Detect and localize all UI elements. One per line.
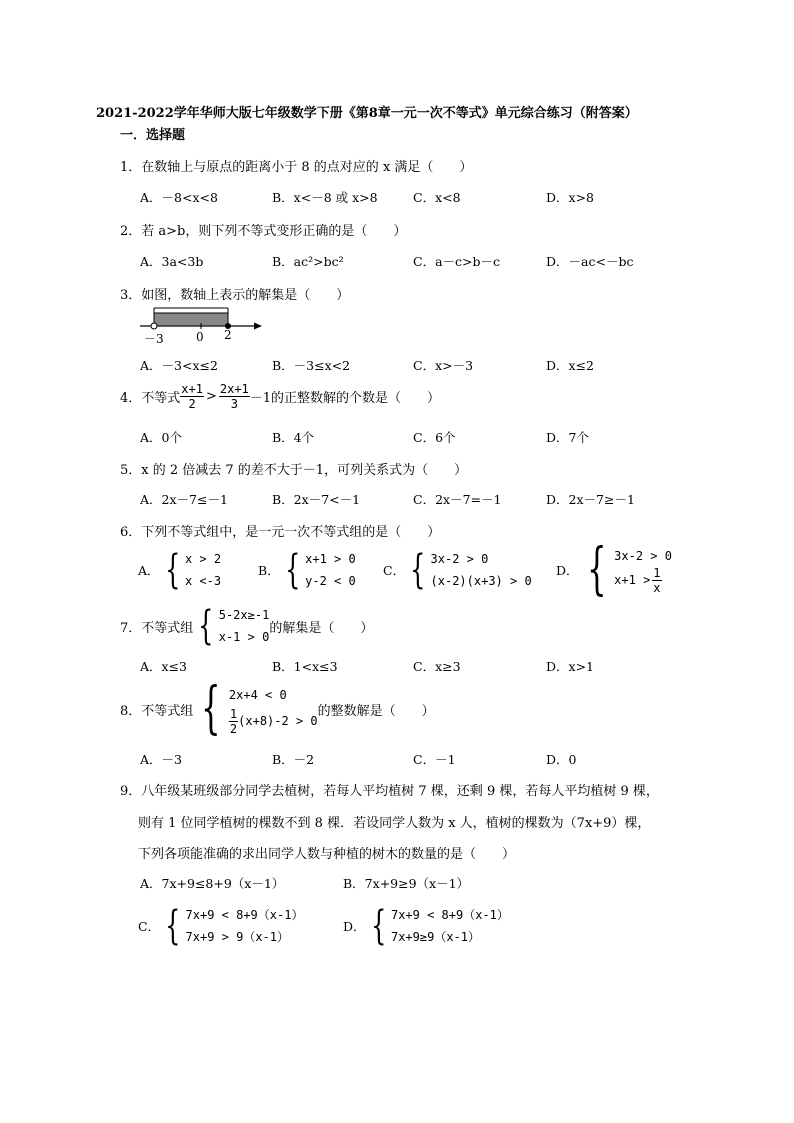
q8-option-d: D．0 xyxy=(546,752,577,767)
q8-option-c: C．－1 xyxy=(413,752,456,767)
q3-option-c: C．x>－3 xyxy=(413,358,474,373)
question-3: 3．如图，数轴上表示的解集是（ ） xyxy=(120,288,350,303)
q4-fraction-1: $\frac{x+1}{2}$ xyxy=(181,382,203,411)
q7-option-b: B．1<x≤3 xyxy=(272,659,338,674)
question-9-line-2: 则有 1 位同学植树的棵数不到 8 棵．若设同学人数为 x 人，植树的棵数为（7x+9）棵， xyxy=(138,816,651,831)
section-heading: 一．选择题 xyxy=(120,128,186,143)
q7-option-c: C．x≥3 xyxy=(413,659,461,674)
q8-option-a: A．－3 xyxy=(140,752,182,767)
q9-option-a: A．7x+9≤8+9（x－1） xyxy=(140,876,285,891)
axis-label-neg3: －3 xyxy=(144,332,164,346)
q2-option-c: C．a－c>b－c xyxy=(413,254,500,269)
q4-greater-sign: > xyxy=(205,389,217,404)
q2-option-d: D．－ac<－bc xyxy=(546,254,634,269)
question-9-line-1: 9．八年级某班级部分同学去植树，若每人平均植树 7 棵，还剩 9 棵，若每人平均植树 9 棵， xyxy=(120,784,659,799)
q8-option-b: B．－2 xyxy=(272,752,315,767)
axis-label-2: 2 xyxy=(224,328,232,342)
question-9-line-3: 下列各项能准确的求出同学人数与种植的树木的数量的是（ ） xyxy=(138,847,516,862)
q4-prefix: 4．不等式 xyxy=(120,391,181,406)
question-4 xyxy=(120,382,440,411)
question-7: 7．不等式组 { 5-2x≥-1 x-1 > 0 的解集是（ ） xyxy=(120,603,374,649)
q5-option-a: A．2x－7≤－1 xyxy=(140,492,228,507)
question-5: 5．x 的 2 倍减去 7 的差不大于－1，可列关系式为（ ） xyxy=(120,463,468,478)
q6-option-c: C． { 3x-2 > 0 (x-2)(x+3) > 0 xyxy=(383,547,532,593)
question-2: 2．若 a>b，则下列不等式变形正确的是（ ） xyxy=(120,224,407,239)
q6-option-b: B． { x+1 > 0 y-2 < 0 xyxy=(258,547,356,593)
q3-option-a: A．－3<x≤2 xyxy=(140,358,218,373)
q2-option-b: B．ac²>bc² xyxy=(272,254,344,269)
q4-option-b: B．4个 xyxy=(272,430,315,445)
q6-option-d: D． { 3x-2 > 0 x+1 > $\frac{1}{x}$ xyxy=(556,537,672,602)
question-1: 1．在数轴上与原点的距离小于 8 的点对应的 x 满足（ ） xyxy=(120,160,473,175)
question-8: 8．不等式组 { 2x+4 < 0 $\frac{1}{2}$ (x+8)-2 > 0 的整数解是（ ） xyxy=(120,676,435,741)
q9-option-d: D． { 7x+9 < 8+9（x-1） 7x+9≥9（x-1） xyxy=(343,903,509,949)
q4-option-a: A．0个 xyxy=(140,430,182,445)
q5-option-b: B．2x－7<－1 xyxy=(272,492,361,507)
q4-suffix: －1的正整数解的个数是（ ） xyxy=(249,391,441,406)
q5-option-d: D．2x－7≥－1 xyxy=(546,492,635,507)
q9-option-b: B．7x+9≥9（x－1） xyxy=(343,876,470,891)
q7-option-d: D．x>1 xyxy=(546,659,594,674)
q1-option-a: A．－8<x<8 xyxy=(140,190,218,205)
q4-option-d: D．7个 xyxy=(546,430,589,445)
q3-option-b: B．－3≤x<2 xyxy=(272,358,351,373)
q4-option-c: C．6个 xyxy=(413,430,456,445)
q6-option-a: A． { x > 2 x <-3 xyxy=(138,547,222,593)
page-title: 2021-2022学年华师大版七年级数学下册《第8章一元一次不等式》单元综合练习（附答案） xyxy=(96,106,638,121)
q3-option-d: D．x≤2 xyxy=(546,358,594,373)
q5-option-c: C．2x－7=－1 xyxy=(413,492,502,507)
q1-option-d: D．x>8 xyxy=(546,190,594,205)
q4-fraction-2: $\frac{2x+1}{3}$ xyxy=(219,382,249,411)
q9-option-c: C． { 7x+9 < 8+9（x-1） 7x+9 > 9（x-1） xyxy=(138,903,304,949)
q1-option-c: C．x<8 xyxy=(413,190,461,205)
q2-option-a: A．3a<3b xyxy=(140,254,204,269)
q1-option-b: B．x<－8 或 x>8 xyxy=(272,190,378,205)
axis-label-0: 0 xyxy=(196,330,204,344)
q7-option-a: A．x≤3 xyxy=(140,659,188,674)
question-6: 6．下列不等式组中，是一元一次不等式组的是（ ） xyxy=(120,525,441,540)
